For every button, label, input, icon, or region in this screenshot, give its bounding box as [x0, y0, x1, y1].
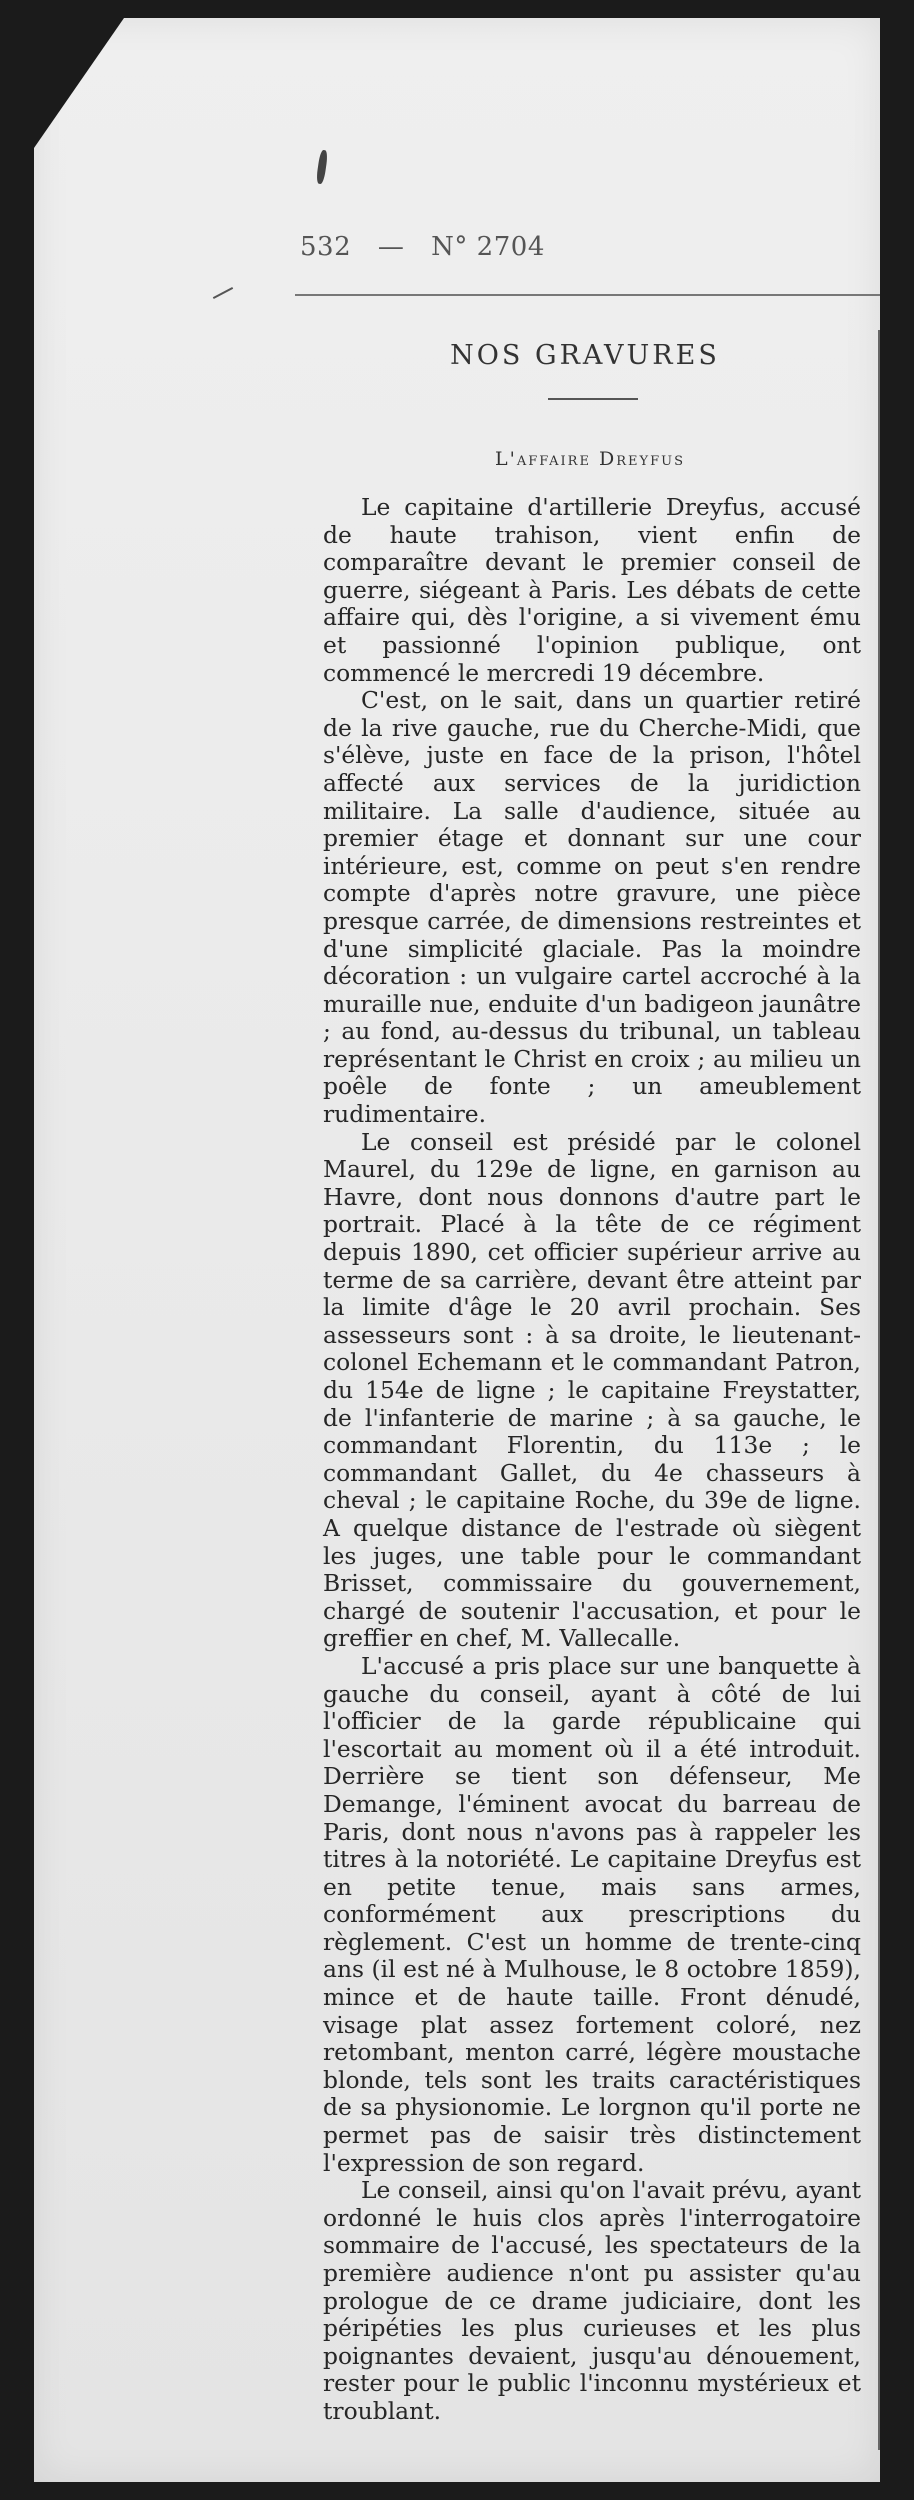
title-divider [548, 398, 638, 400]
article-title: L'affaire Dreyfus [495, 448, 685, 470]
paragraph: Le conseil est présidé par le colonel Maurel, du 129e de ligne, en garnison au Havre, dont nous donnons d'autre part le portrait. Placé à la tête de ce régiment depuis 1890, cet officier supérieur arrive au terme de sa carrière, devant être atteint par la limite d'âge le 20 avril prochain. Ses assesseurs sont : à sa droite, le lieutenant-colonel Echemann et le commandant Patron, du 154e de ligne ; le capitaine Freystatter, de l'infanterie de marine ; à sa gauche, le commandant Florentin, du 113e ; le commandant Gallet, du 4e chasseurs à cheval ; le capitaine Roche, du 39e de ligne. A quelque distance de l'estrade où siègent les juges, une table pour le commandant Brisset, commissaire du gouvernement, chargé de soutenir l'accusation, et pour le greffier en chef, M. Vallecalle. [323, 1127, 861, 1653]
header-separator: — [377, 232, 405, 262]
page-number: 532 [300, 232, 352, 262]
paragraph: Le capitaine d'artillerie Dreyfus, accusé de haute trahison, vient enfin de comparaître devant le premier conseil de guerre, siégeant à Paris. Les débats de cette affaire qui, dès l'origine, a si vivement ému et passionné l'opinion publique, ont commencé le mercredi 19 décembre. [323, 493, 861, 687]
issue-number: N° 2704 [431, 232, 545, 262]
header-rule [295, 294, 880, 296]
paragraph: L'accusé a pris place sur une banquette à gauche du conseil, ayant à côté de lui l'officier de la garde républicaine qui l'escortait au moment où il a été introduit. Derrière se tient son défenseur, Me Demange, l'éminent avocat du barreau de Paris, dont nous n'avons pas à rappeler les titres à la notoriété. Le capitaine Dreyfus est en petite tenue, mais sans armes, conformément aux prescriptions du règlement. C'est un homme de trente-cinq ans (il est né à Mulhouse, le 8 octobre 1859), mince et de haute taille. Front dénudé, visage plat assez fortement coloré, nez retombant, menton carré, légère moustache blonde, tels sont les traits caractéristiques de sa physionomie. Le lorgnon qu'il porte ne permet pas de saisir très distinctement l'expression de son regard. [323, 1651, 861, 2177]
page-header [300, 232, 545, 262]
paragraph: Le conseil, ainsi qu'on l'avait prévu, ayant ordonné le huis clos après l'interrogatoire sommaire de l'accusé, les spectateurs de la première audience n'ont pu assister qu'au prologue de ce drame judiciaire, dont les péripéties les plus curieuses et les plus poignantes devaient, jusqu'au dénouement, rester pour le public l'inconnu mystérieux et troublant. [323, 2176, 861, 2425]
article-body [323, 494, 861, 2426]
paragraph: C'est, on le sait, dans un quartier retiré de la rive gauche, rue du Cherche-Midi, que s'élève, juste en face de la prison, l'hôtel affecté aux services de la juridiction militaire. La salle d'audience, située au premier étage et donnant sur une cour intérieure, est, comme on peut s'en rendre compte d'après notre gravure, une pièce presque carrée, de dimensions restreintes et d'une simplicité glaciale. Pas la moindre décoration : un vulgaire cartel accroché à la muraille nue, enduite d'un badigeon jaunâtre ; au fond, au-dessus du tribunal, un tableau représentant le Christ en croix ; au milieu un poêle de fonte ; un ameublement rudimentaire. [323, 686, 861, 1129]
section-title: NOS GRAVURES [450, 340, 720, 371]
column-rule [878, 330, 880, 2450]
